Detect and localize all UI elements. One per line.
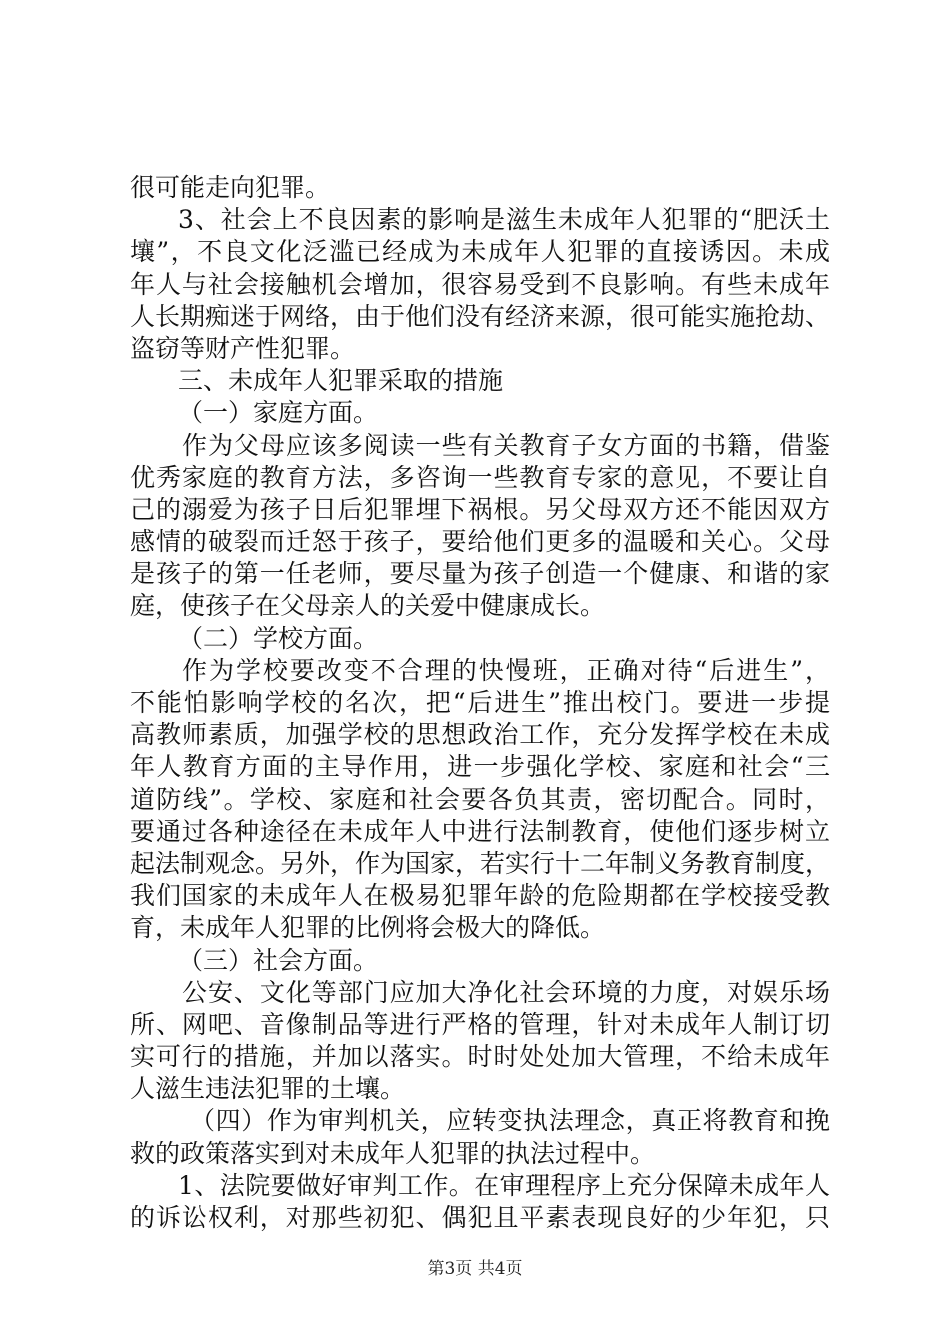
text-line: 起法制观念。另外，作为国家，若实行十二年制义务教育制度， [130,848,831,878]
text-line: 年人与社会接触机会增加，很容易受到不良影响。有些未成年 [130,269,830,299]
text-line: 1、法院要做好审判工作。在审理程序上充分保障未成年人 [178,1170,830,1200]
text-line: 的诉讼权利，对那些初犯、偶犯且平素表现良好的少年犯，只 [130,1203,830,1232]
subsection-heading: （三）社会方面。 [178,945,379,975]
text-line: 不能怕影响学校的名次，把“后进生”推出校门。要进一步提 [130,688,830,717]
text-line: 要通过各种途径在未成年人中进行法制教育，使他们逐步树立 [130,816,830,846]
document-body [130,172,830,1234]
text-line: 作为学校要改变不合理的快慢班，正确对待“后进生”， [182,655,830,685]
text-line: 庭，使孩子在父母亲人的关爱中健康成长。 [130,591,606,621]
text-line: 所、网吧、音像制品等进行严格的管理，针对未成年人制订切 [130,1009,830,1039]
text-line: 人长期痴迷于网络，由于他们没有经济来源，很可能实施抢劫、 [130,301,831,331]
text-line: 感情的破裂而迁怒于孩子，要给他们更多的温暖和关心。父母 [130,527,830,557]
text-line: 公安、文化等部门应加大净化社会环境的力度，对娱乐场 [182,977,830,1007]
text-line: 实可行的措施，并加以落实。时时处处加大管理，不给未成年 [130,1042,830,1072]
text-line: 优秀家庭的教育方法，多咨询一些教育专家的意见，不要让自 [130,462,830,492]
text-line: 人滋生违法犯罪的土壤。 [130,1074,406,1104]
text-line: 是孩子的第一任老师，要尽量为孩子创造一个健康、和谐的家 [130,559,830,589]
subsection-heading: （四）作为审判机关，应转变执法理念，真正将教育和挽 [190,1106,830,1136]
subsection-heading: （一）家庭方面。 [178,398,379,428]
page-number-footer: 第3页 共4页 [427,1259,523,1279]
text-line: 己的溺爱为孩子日后犯罪埋下祸根。另父母双方还不能因双方 [130,494,830,524]
text-line: 3、社会上不良因素的影响是滋生未成年人犯罪的“肥沃土 [178,205,830,235]
text-line: 我们国家的未成年人在极易犯罪年龄的危险期都在学校接受教 [130,881,830,911]
text-line: 高教师素质，加强学校的思想政治工作，充分发挥学校在未成 [130,720,830,750]
text-line: 育，未成年人犯罪的比例将会极大的降低。 [130,913,606,943]
text-line: 很可能走向犯罪。 [130,173,331,202]
text-line: 救的政策落实到对未成年人犯罪的执法过程中。 [130,1138,656,1168]
text-line: 盗窃等财产性犯罪。 [130,333,356,363]
text-line: 作为父母应该多阅读一些有关教育子女方面的书籍，借鉴 [182,430,830,460]
text-line: 壤”，不良文化泛滥已经成为未成年人犯罪的直接诱因。未成 [130,237,830,267]
section-heading: 三、未成年人犯罪采取的措施 [178,366,504,396]
subsection-heading: （二）学校方面。 [178,623,379,653]
text-line: 道防线”。学校、家庭和社会要各负其责，密切配合。同时， [130,784,830,814]
text-line: 年人教育方面的主导作用，进一步强化学校、家庭和社会“三 [130,752,830,782]
